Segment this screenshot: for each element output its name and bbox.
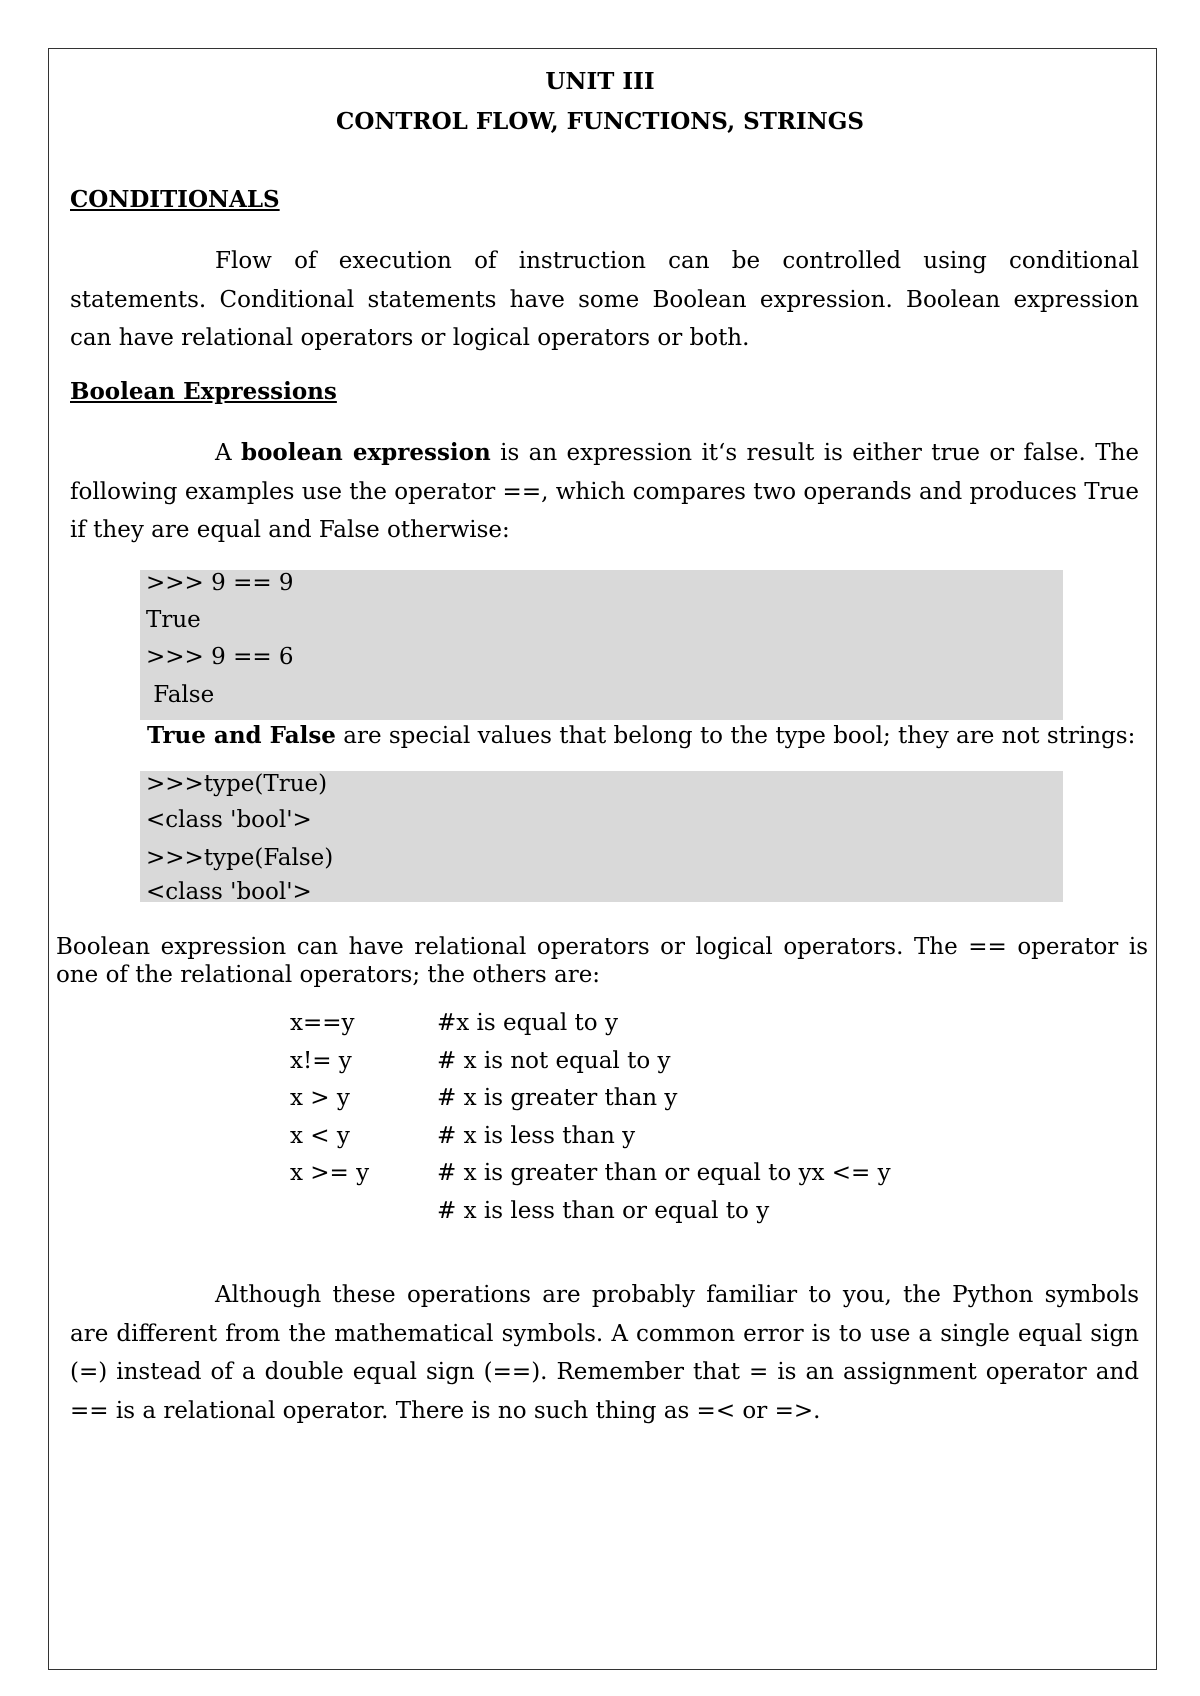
code-line: >>> 9 == 6 [146, 644, 294, 670]
bool-note-text: are special values that belong to the type bool; they are not strings: [335, 723, 1136, 749]
boolean-intro-paragraph [70, 434, 1139, 550]
operator-comment: # x is greater than y [437, 1085, 678, 1111]
conditionals-paragraph-text: Flow of execution of instruction can be controlled using conditional statements. Conditional statements have some Boolean expression. Boolean expression can have relational operators or logical operators or both. [70, 248, 1139, 351]
intro-text-start: A [215, 440, 241, 466]
unit-subtitle: CONTROL FLOW, FUNCTIONS, STRINGS [336, 108, 864, 135]
operator-expression: x > y [290, 1085, 350, 1111]
code-line: False [146, 682, 215, 708]
closing-paragraph [70, 1276, 1139, 1430]
operator-expression: x >= y [290, 1160, 370, 1186]
operator-expression: x==y [290, 1010, 355, 1036]
intro-text-end: is an expression it‘s result is either true or false. The following examples use the operator ==, which compares two operands and produces True if they are equal and False otherwise: [70, 440, 1139, 543]
code-line: <class 'bool'> [146, 879, 312, 905]
bool-note [147, 722, 1135, 749]
code-line: >>>type(True) [146, 771, 328, 797]
code-block-comparison [140, 570, 1063, 720]
operator-comment: # x is greater than or equal to yx <= y [437, 1160, 891, 1186]
code-line: True [146, 607, 201, 633]
code-line: >>>type(False) [146, 845, 334, 871]
operator-comment: # x is not equal to y [437, 1048, 671, 1074]
unit-title: UNIT III [545, 68, 655, 95]
operator-expression: x!= y [290, 1048, 352, 1074]
operator-comment: # x is less than or equal to y [437, 1198, 770, 1224]
code-line: >>> 9 == 9 [146, 570, 294, 596]
conditionals-heading: CONDITIONALS [70, 186, 280, 213]
code-line: <class 'bool'> [146, 807, 312, 833]
bool-note-bold: True and False [147, 722, 336, 749]
relational-operators-list [0, 1010, 1200, 1240]
code-block-type [140, 771, 1063, 905]
conditionals-paragraph [70, 242, 1139, 358]
relational-intro: Boolean expression can have relational operators or logical operators. The == operator is one of the relational operators; the others are: [56, 934, 1148, 988]
operator-comment: # x is less than y [437, 1123, 636, 1149]
operator-comment: #x is equal to y [437, 1010, 618, 1036]
boolean-expressions-heading: Boolean Expressions [70, 378, 337, 405]
operator-expression: x < y [290, 1123, 350, 1149]
intro-bold-term: boolean expression [241, 439, 491, 466]
closing-paragraph-text: Although these operations are probably familiar to you, the Python symbols are different from the mathematical symbols. A common error is to use a single equal sign (=) instead of a double equal sign (==). Remember that = is an assignment operator and == is a relational operator. There is no such thing as =< or =>. [70, 1282, 1139, 1424]
